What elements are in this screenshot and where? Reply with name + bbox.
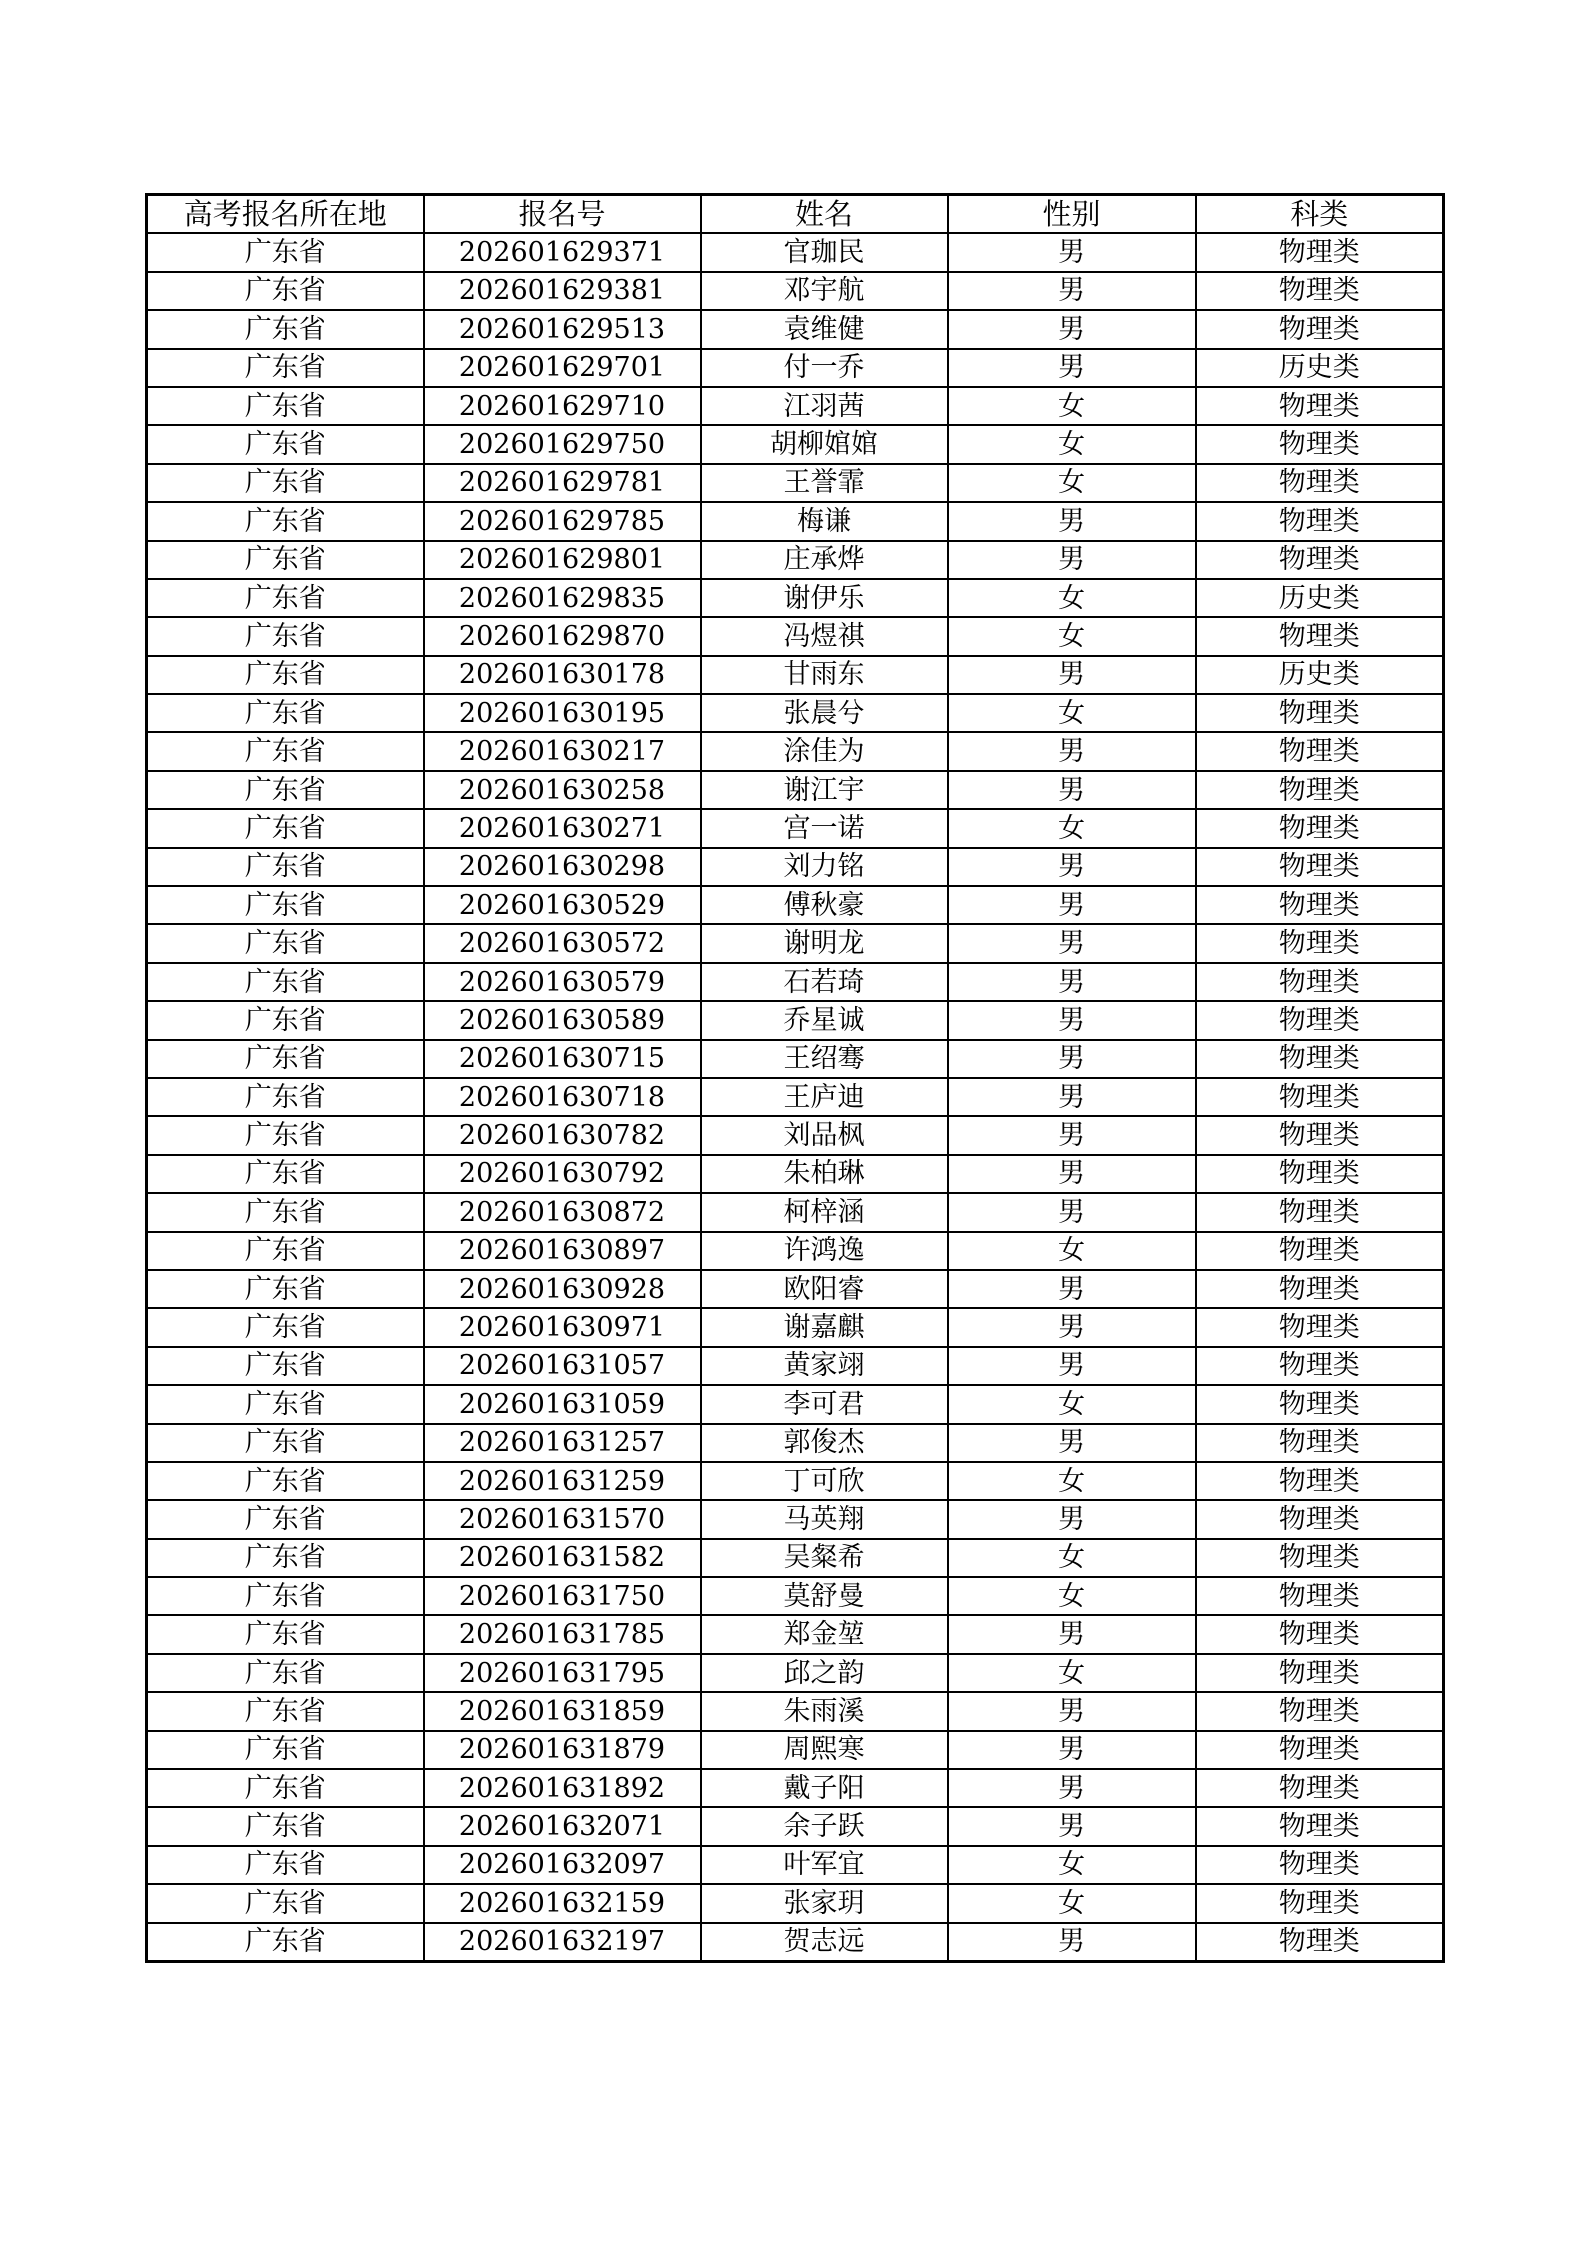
header-gender: 性别 xyxy=(948,195,1196,234)
cell-name: 李可君 xyxy=(701,1385,948,1423)
cell-gender: 女 xyxy=(948,694,1196,732)
cell-subject-category: 物理类 xyxy=(1196,1615,1444,1653)
cell-subject-category: 物理类 xyxy=(1196,1347,1444,1385)
cell-subject-category: 物理类 xyxy=(1196,272,1444,310)
cell-name: 张晨兮 xyxy=(701,694,948,732)
table-row xyxy=(147,694,1444,732)
cell-registration-number: 202601630271 xyxy=(424,809,701,847)
cell-registration-location: 广东省 xyxy=(147,1155,424,1193)
cell-registration-number: 202601630572 xyxy=(424,924,701,962)
table-row xyxy=(147,1731,1444,1769)
cell-gender: 男 xyxy=(948,1308,1196,1346)
cell-name: 王绍骞 xyxy=(701,1040,948,1078)
cell-registration-location: 广东省 xyxy=(147,1424,424,1462)
cell-name: 戴子阳 xyxy=(701,1769,948,1807)
cell-registration-location: 广东省 xyxy=(147,1347,424,1385)
cell-subject-category: 物理类 xyxy=(1196,1385,1444,1423)
table-row xyxy=(147,1424,1444,1462)
cell-gender: 男 xyxy=(948,1807,1196,1845)
cell-subject-category: 物理类 xyxy=(1196,1692,1444,1730)
cell-registration-number: 202601630258 xyxy=(424,771,701,809)
cell-registration-number: 202601631892 xyxy=(424,1769,701,1807)
cell-registration-location: 广东省 xyxy=(147,1193,424,1231)
cell-name: 胡柳婠婠 xyxy=(701,425,948,463)
cell-name: 乔星诚 xyxy=(701,1001,948,1039)
cell-subject-category: 历史类 xyxy=(1196,349,1444,387)
cell-registration-number: 202601629701 xyxy=(424,349,701,387)
cell-name: 黄家翊 xyxy=(701,1347,948,1385)
cell-gender: 女 xyxy=(948,387,1196,425)
table-row xyxy=(147,1155,1444,1193)
cell-subject-category: 物理类 xyxy=(1196,617,1444,655)
cell-gender: 男 xyxy=(948,963,1196,1001)
header-registration-location: 高考报名所在地 xyxy=(147,195,424,234)
cell-subject-category: 历史类 xyxy=(1196,579,1444,617)
cell-registration-number: 202601631795 xyxy=(424,1654,701,1692)
cell-name: 欧阳睿 xyxy=(701,1270,948,1308)
cell-registration-number: 202601631570 xyxy=(424,1500,701,1538)
cell-subject-category: 物理类 xyxy=(1196,1577,1444,1615)
cell-gender: 男 xyxy=(948,1193,1196,1231)
cell-gender: 男 xyxy=(948,732,1196,770)
cell-subject-category: 物理类 xyxy=(1196,1654,1444,1692)
table-row xyxy=(147,1539,1444,1577)
cell-registration-location: 广东省 xyxy=(147,1462,424,1500)
table-row xyxy=(147,387,1444,425)
table-row xyxy=(147,617,1444,655)
table-row xyxy=(147,1078,1444,1116)
cell-subject-category: 物理类 xyxy=(1196,1040,1444,1078)
cell-subject-category: 物理类 xyxy=(1196,502,1444,540)
cell-registration-location: 广东省 xyxy=(147,1270,424,1308)
cell-name: 许鸿逸 xyxy=(701,1232,948,1270)
cell-gender: 男 xyxy=(948,656,1196,694)
table-row xyxy=(147,233,1444,271)
table-row xyxy=(147,464,1444,502)
cell-gender: 男 xyxy=(948,233,1196,271)
cell-registration-number: 202601630178 xyxy=(424,656,701,694)
cell-registration-number: 202601630928 xyxy=(424,1270,701,1308)
cell-subject-category: 物理类 xyxy=(1196,464,1444,502)
table-row xyxy=(147,848,1444,886)
cell-subject-category: 物理类 xyxy=(1196,1308,1444,1346)
cell-registration-number: 202601629801 xyxy=(424,541,701,579)
cell-registration-number: 202601630792 xyxy=(424,1155,701,1193)
header-row xyxy=(147,195,1444,234)
cell-name: 郭俊杰 xyxy=(701,1424,948,1462)
cell-registration-number: 202601630715 xyxy=(424,1040,701,1078)
cell-registration-number: 202601632159 xyxy=(424,1884,701,1922)
cell-name: 柯梓涵 xyxy=(701,1193,948,1231)
table-row xyxy=(147,963,1444,1001)
table-row xyxy=(147,1462,1444,1500)
cell-name: 傅秋豪 xyxy=(701,886,948,924)
cell-registration-location: 广东省 xyxy=(147,1385,424,1423)
cell-subject-category: 物理类 xyxy=(1196,809,1444,847)
cell-subject-category: 物理类 xyxy=(1196,1232,1444,1270)
cell-gender: 男 xyxy=(948,924,1196,962)
cell-name: 邱之韵 xyxy=(701,1654,948,1692)
cell-gender: 男 xyxy=(948,1500,1196,1538)
cell-gender: 女 xyxy=(948,1232,1196,1270)
cell-subject-category: 物理类 xyxy=(1196,1270,1444,1308)
cell-subject-category: 物理类 xyxy=(1196,1731,1444,1769)
cell-gender: 男 xyxy=(948,541,1196,579)
cell-subject-category: 物理类 xyxy=(1196,1500,1444,1538)
cell-registration-number: 202601630971 xyxy=(424,1308,701,1346)
cell-registration-number: 202601629710 xyxy=(424,387,701,425)
cell-gender: 男 xyxy=(948,1155,1196,1193)
cell-registration-location: 广东省 xyxy=(147,617,424,655)
cell-name: 涂佳为 xyxy=(701,732,948,770)
cell-subject-category: 物理类 xyxy=(1196,1884,1444,1922)
cell-registration-number: 202601630718 xyxy=(424,1078,701,1116)
cell-gender: 男 xyxy=(948,1424,1196,1462)
cell-registration-location: 广东省 xyxy=(147,1884,424,1922)
cell-registration-number: 202601629835 xyxy=(424,579,701,617)
table-row xyxy=(147,1769,1444,1807)
cell-gender: 女 xyxy=(948,1462,1196,1500)
table-row xyxy=(147,541,1444,579)
table-row xyxy=(147,1001,1444,1039)
cell-registration-location: 广东省 xyxy=(147,732,424,770)
cell-registration-location: 广东省 xyxy=(147,886,424,924)
cell-gender: 男 xyxy=(948,1040,1196,1078)
cell-registration-location: 广东省 xyxy=(147,809,424,847)
cell-subject-category: 物理类 xyxy=(1196,1424,1444,1462)
cell-registration-location: 广东省 xyxy=(147,1232,424,1270)
cell-registration-number: 202601629371 xyxy=(424,233,701,271)
table-row xyxy=(147,809,1444,847)
table-row xyxy=(147,349,1444,387)
cell-gender: 女 xyxy=(948,1654,1196,1692)
cell-gender: 女 xyxy=(948,1385,1196,1423)
cell-name: 张家玥 xyxy=(701,1884,948,1922)
cell-registration-location: 广东省 xyxy=(147,541,424,579)
cell-name: 朱柏琳 xyxy=(701,1155,948,1193)
table-row xyxy=(147,1615,1444,1653)
cell-name: 梅谦 xyxy=(701,502,948,540)
cell-gender: 男 xyxy=(948,349,1196,387)
cell-registration-number: 202601630782 xyxy=(424,1116,701,1154)
table-row xyxy=(147,924,1444,962)
cell-gender: 女 xyxy=(948,617,1196,655)
cell-name: 庄承烨 xyxy=(701,541,948,579)
cell-name: 官珈民 xyxy=(701,233,948,271)
header-registration-number: 报名号 xyxy=(424,195,701,234)
cell-subject-category: 物理类 xyxy=(1196,425,1444,463)
cell-registration-location: 广东省 xyxy=(147,1654,424,1692)
cell-registration-location: 广东省 xyxy=(147,272,424,310)
cell-name: 袁维健 xyxy=(701,310,948,348)
cell-subject-category: 物理类 xyxy=(1196,310,1444,348)
cell-gender: 男 xyxy=(948,771,1196,809)
cell-registration-location: 广东省 xyxy=(147,1769,424,1807)
cell-registration-location: 广东省 xyxy=(147,1615,424,1653)
cell-subject-category: 物理类 xyxy=(1196,1001,1444,1039)
cell-gender: 男 xyxy=(948,1078,1196,1116)
cell-gender: 女 xyxy=(948,1539,1196,1577)
table-header xyxy=(147,195,1444,234)
cell-registration-location: 广东省 xyxy=(147,387,424,425)
cell-subject-category: 物理类 xyxy=(1196,1155,1444,1193)
cell-subject-category: 物理类 xyxy=(1196,1769,1444,1807)
table-row xyxy=(147,1232,1444,1270)
cell-registration-number: 202601631257 xyxy=(424,1424,701,1462)
cell-registration-number: 202601630298 xyxy=(424,848,701,886)
cell-registration-number: 202601631259 xyxy=(424,1462,701,1500)
cell-name: 宫一诺 xyxy=(701,809,948,847)
cell-registration-location: 广东省 xyxy=(147,1040,424,1078)
cell-registration-location: 广东省 xyxy=(147,425,424,463)
cell-subject-category: 物理类 xyxy=(1196,1462,1444,1500)
cell-gender: 男 xyxy=(948,1692,1196,1730)
cell-name: 刘力铭 xyxy=(701,848,948,886)
cell-gender: 女 xyxy=(948,809,1196,847)
table-row xyxy=(147,1846,1444,1884)
table-row xyxy=(147,1193,1444,1231)
table-row xyxy=(147,1347,1444,1385)
cell-subject-category: 物理类 xyxy=(1196,233,1444,271)
cell-subject-category: 物理类 xyxy=(1196,541,1444,579)
cell-registration-location: 广东省 xyxy=(147,1078,424,1116)
cell-name: 谢伊乐 xyxy=(701,579,948,617)
cell-name: 石若琦 xyxy=(701,963,948,1001)
cell-name: 王誉霏 xyxy=(701,464,948,502)
cell-registration-number: 202601632097 xyxy=(424,1846,701,1884)
cell-registration-location: 广东省 xyxy=(147,349,424,387)
cell-name: 付一乔 xyxy=(701,349,948,387)
cell-subject-category: 物理类 xyxy=(1196,1539,1444,1577)
cell-gender: 男 xyxy=(948,502,1196,540)
cell-name: 贺志远 xyxy=(701,1923,948,1962)
cell-name: 吴粲希 xyxy=(701,1539,948,1577)
cell-subject-category: 物理类 xyxy=(1196,924,1444,962)
cell-gender: 女 xyxy=(948,1846,1196,1884)
cell-registration-number: 202601630872 xyxy=(424,1193,701,1231)
table-row xyxy=(147,1040,1444,1078)
cell-registration-number: 202601631057 xyxy=(424,1347,701,1385)
cell-gender: 女 xyxy=(948,464,1196,502)
table-row xyxy=(147,579,1444,617)
cell-registration-location: 广东省 xyxy=(147,1500,424,1538)
cell-subject-category: 物理类 xyxy=(1196,1193,1444,1231)
table-row xyxy=(147,1654,1444,1692)
cell-registration-number: 202601629781 xyxy=(424,464,701,502)
cell-subject-category: 物理类 xyxy=(1196,1923,1444,1962)
cell-gender: 男 xyxy=(948,1270,1196,1308)
cell-registration-location: 广东省 xyxy=(147,924,424,962)
cell-subject-category: 物理类 xyxy=(1196,963,1444,1001)
cell-gender: 男 xyxy=(948,1347,1196,1385)
cell-registration-location: 广东省 xyxy=(147,579,424,617)
cell-registration-location: 广东省 xyxy=(147,694,424,732)
table-row xyxy=(147,771,1444,809)
header-name: 姓名 xyxy=(701,195,948,234)
cell-gender: 女 xyxy=(948,579,1196,617)
cell-subject-category: 物理类 xyxy=(1196,1078,1444,1116)
cell-registration-location: 广东省 xyxy=(147,1731,424,1769)
cell-registration-location: 广东省 xyxy=(147,310,424,348)
cell-registration-number: 202601631582 xyxy=(424,1539,701,1577)
cell-registration-number: 202601632071 xyxy=(424,1807,701,1845)
cell-name: 邓宇航 xyxy=(701,272,948,310)
cell-name: 马英翔 xyxy=(701,1500,948,1538)
cell-registration-location: 广东省 xyxy=(147,1846,424,1884)
cell-subject-category: 物理类 xyxy=(1196,848,1444,886)
cell-registration-number: 202601629381 xyxy=(424,272,701,310)
cell-gender: 男 xyxy=(948,272,1196,310)
cell-registration-location: 广东省 xyxy=(147,848,424,886)
cell-registration-location: 广东省 xyxy=(147,656,424,694)
table-row xyxy=(147,425,1444,463)
cell-subject-category: 物理类 xyxy=(1196,387,1444,425)
cell-name: 刘品枫 xyxy=(701,1116,948,1154)
cell-registration-number: 202601631785 xyxy=(424,1615,701,1653)
cell-registration-location: 广东省 xyxy=(147,1001,424,1039)
cell-gender: 女 xyxy=(948,1577,1196,1615)
admission-list-table xyxy=(145,193,1445,1963)
cell-name: 甘雨东 xyxy=(701,656,948,694)
table-row xyxy=(147,1500,1444,1538)
cell-name: 周熙寒 xyxy=(701,1731,948,1769)
cell-gender: 男 xyxy=(948,1923,1196,1962)
cell-registration-location: 广东省 xyxy=(147,771,424,809)
cell-name: 谢明龙 xyxy=(701,924,948,962)
table-row xyxy=(147,1308,1444,1346)
cell-registration-number: 202601629785 xyxy=(424,502,701,540)
cell-name: 莫舒曼 xyxy=(701,1577,948,1615)
table-row xyxy=(147,272,1444,310)
cell-subject-category: 物理类 xyxy=(1196,732,1444,770)
cell-gender: 男 xyxy=(948,1731,1196,1769)
cell-registration-number: 202601630579 xyxy=(424,963,701,1001)
table-row xyxy=(147,1270,1444,1308)
cell-registration-location: 广东省 xyxy=(147,1923,424,1962)
cell-registration-number: 202601631879 xyxy=(424,1731,701,1769)
cell-gender: 男 xyxy=(948,1615,1196,1653)
cell-gender: 男 xyxy=(948,1116,1196,1154)
cell-registration-number: 202601630529 xyxy=(424,886,701,924)
cell-registration-location: 广东省 xyxy=(147,1692,424,1730)
cell-gender: 男 xyxy=(948,310,1196,348)
cell-registration-number: 202601630589 xyxy=(424,1001,701,1039)
cell-subject-category: 物理类 xyxy=(1196,1807,1444,1845)
cell-registration-location: 广东省 xyxy=(147,1308,424,1346)
cell-gender: 女 xyxy=(948,1884,1196,1922)
table-row xyxy=(147,732,1444,770)
cell-registration-location: 广东省 xyxy=(147,963,424,1001)
cell-subject-category: 物理类 xyxy=(1196,694,1444,732)
cell-registration-number: 202601631859 xyxy=(424,1692,701,1730)
table-row xyxy=(147,656,1444,694)
cell-name: 郑金堃 xyxy=(701,1615,948,1653)
cell-registration-location: 广东省 xyxy=(147,502,424,540)
cell-gender: 男 xyxy=(948,848,1196,886)
table-row xyxy=(147,310,1444,348)
cell-gender: 男 xyxy=(948,1769,1196,1807)
cell-name: 江羽茜 xyxy=(701,387,948,425)
cell-registration-number: 202601630195 xyxy=(424,694,701,732)
cell-registration-location: 广东省 xyxy=(147,233,424,271)
cell-registration-number: 202601629870 xyxy=(424,617,701,655)
cell-name: 冯煜祺 xyxy=(701,617,948,655)
table-row xyxy=(147,502,1444,540)
cell-name: 朱雨溪 xyxy=(701,1692,948,1730)
cell-name: 余子跃 xyxy=(701,1807,948,1845)
cell-subject-category: 物理类 xyxy=(1196,771,1444,809)
cell-registration-number: 202601629513 xyxy=(424,310,701,348)
table-row xyxy=(147,1385,1444,1423)
cell-registration-location: 广东省 xyxy=(147,1577,424,1615)
cell-subject-category: 历史类 xyxy=(1196,656,1444,694)
cell-registration-number: 202601630217 xyxy=(424,732,701,770)
cell-name: 谢江宇 xyxy=(701,771,948,809)
cell-name: 叶军宜 xyxy=(701,1846,948,1884)
table-row xyxy=(147,1884,1444,1922)
table-body xyxy=(147,233,1444,1961)
cell-name: 王庐迪 xyxy=(701,1078,948,1116)
cell-subject-category: 物理类 xyxy=(1196,1846,1444,1884)
cell-registration-location: 广东省 xyxy=(147,1539,424,1577)
cell-subject-category: 物理类 xyxy=(1196,1116,1444,1154)
table-row xyxy=(147,886,1444,924)
cell-gender: 男 xyxy=(948,1001,1196,1039)
cell-registration-location: 广东省 xyxy=(147,1807,424,1845)
cell-subject-category: 物理类 xyxy=(1196,886,1444,924)
table-row xyxy=(147,1577,1444,1615)
cell-registration-number: 202601631750 xyxy=(424,1577,701,1615)
cell-registration-number: 202601630897 xyxy=(424,1232,701,1270)
cell-registration-number: 202601632197 xyxy=(424,1923,701,1962)
cell-registration-number: 202601629750 xyxy=(424,425,701,463)
table-row xyxy=(147,1807,1444,1845)
table-row xyxy=(147,1692,1444,1730)
cell-gender: 男 xyxy=(948,886,1196,924)
cell-registration-location: 广东省 xyxy=(147,464,424,502)
cell-name: 丁可欣 xyxy=(701,1462,948,1500)
cell-gender: 女 xyxy=(948,425,1196,463)
table-row xyxy=(147,1116,1444,1154)
table-row xyxy=(147,1923,1444,1962)
cell-name: 谢嘉麒 xyxy=(701,1308,948,1346)
cell-registration-number: 202601631059 xyxy=(424,1385,701,1423)
header-subject-category: 科类 xyxy=(1196,195,1444,234)
cell-registration-location: 广东省 xyxy=(147,1116,424,1154)
